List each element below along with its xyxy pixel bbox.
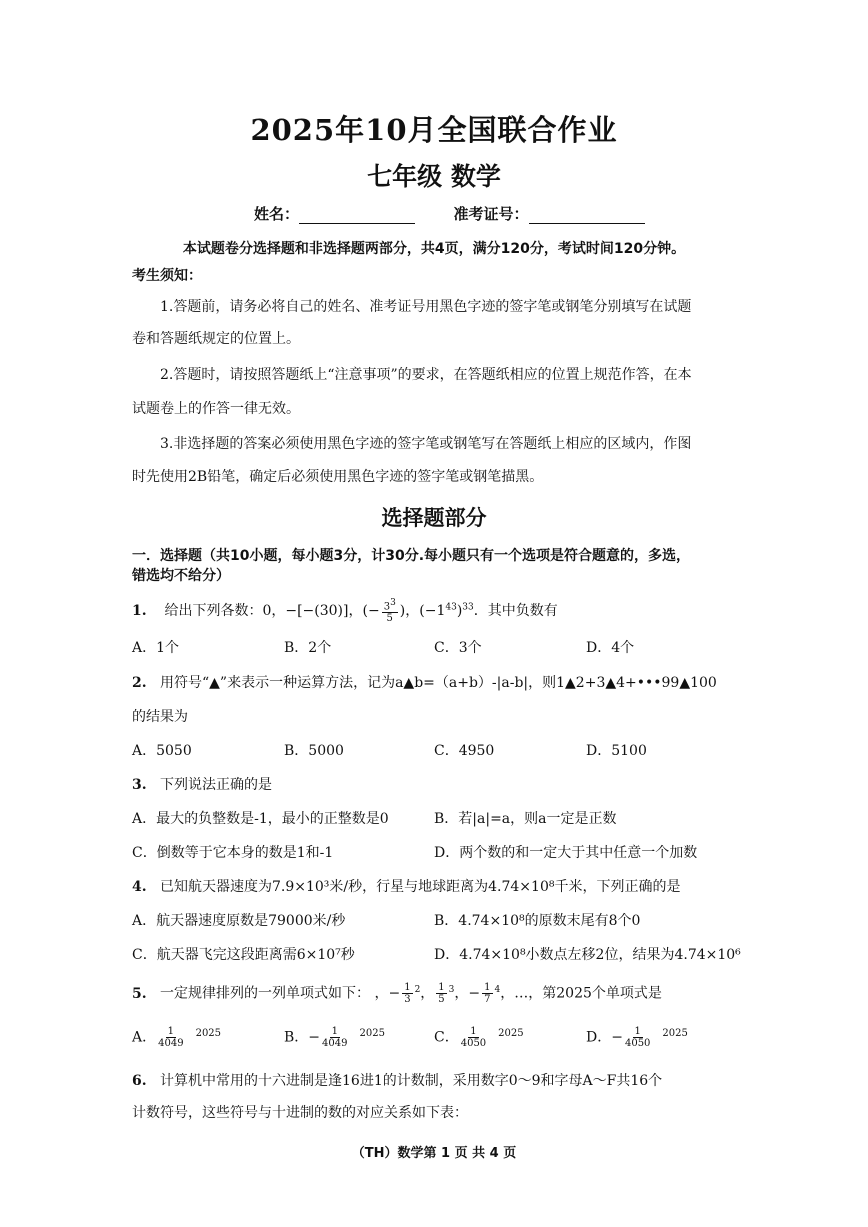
q3-option-c: C．倒数等于它本身的数是1和-1 bbox=[132, 845, 334, 861]
question-6: 6. 计算机中常用的十六进制是逢16进1的计数制，采用数字0～9和字母A～F共16个 bbox=[132, 1073, 663, 1089]
question-2: 2. 用符号“▲”来表示一种运算方法，记为a▲b=（a+b）-|a-b|，则1▲2+3▲4+•••99▲100 bbox=[132, 675, 717, 691]
q3-option-b: B．若|a|=a，则a一定是正数 bbox=[434, 811, 617, 827]
id-blank bbox=[529, 207, 645, 224]
page-subtitle: 七年级 数学 bbox=[367, 162, 501, 191]
question-6-line-2: 计数符号，这些符号与十进制的数的对应关系如下表： bbox=[132, 1105, 468, 1121]
question-2-line-2: 的结果为 bbox=[132, 709, 188, 725]
page-title: 2025年10月全国联合作业 bbox=[250, 113, 618, 147]
intro-text: 本试题卷分选择题和非选择题两部分，共4页，满分120分，考试时间120分钟。 bbox=[182, 241, 686, 257]
name-label: 姓名： bbox=[254, 205, 300, 223]
notice-item-3-line-2: 时先使用2B铅笔，确定后必须使用黑色字迹的签字笔或钢笔描黑。 bbox=[132, 469, 544, 485]
fraction: $\frac{1}{3}$ bbox=[404, 982, 411, 1005]
q2-option-a: A．5050 bbox=[132, 743, 192, 759]
question-number: 3. bbox=[132, 777, 147, 793]
q2-option-b: B．5000 bbox=[284, 743, 344, 759]
id-label: 准考证号： bbox=[453, 205, 529, 223]
name-blank bbox=[299, 207, 415, 224]
notice-item-2-line-2: 试题卷上的作答一律无效。 bbox=[132, 401, 300, 417]
q1-option-d: D．4个 bbox=[586, 640, 635, 656]
question-number: 2. bbox=[132, 675, 147, 691]
question-number: 1. bbox=[132, 603, 147, 620]
part-heading-line-2: 错选均不给分） bbox=[132, 568, 230, 584]
q4-option-d: D．4.74×10⁸小数点左移2位，结果为4.74×10⁶ bbox=[434, 947, 741, 963]
q1-option-c: C．3个 bbox=[434, 640, 482, 656]
q3-option-d: D．两个数的和一定大于其中任意一个加数 bbox=[434, 845, 698, 861]
page-footer: （TH）数学第 1 页 共 4 页 bbox=[351, 1146, 517, 1161]
fraction: $\frac{1}{5}$ bbox=[438, 982, 445, 1005]
question-number: 4. bbox=[132, 879, 147, 895]
notice-item-1-line-2: 卷和答题纸规定的位置上。 bbox=[132, 331, 300, 347]
fraction: $\frac{33}{5}$ bbox=[383, 598, 396, 625]
q2-option-d: D．5100 bbox=[586, 743, 647, 759]
q1-option-b: B．2个 bbox=[284, 640, 332, 656]
notice-item-3-line-1: 3.非选择题的答案必须使用黑色字迹的签字笔或钢笔写在答题纸上相应的区域内，作图 bbox=[160, 436, 692, 452]
q2-option-c: C．4950 bbox=[434, 743, 495, 759]
question-3: 3. 下列说法正确的是 bbox=[132, 777, 272, 793]
question-4: 4. 已知航天器速度为7.9×10³米/秒，行星与地球距离为4.74×10⁸千米，下列正确的是 bbox=[132, 879, 681, 895]
notice-item-1-line-1: 1.答题前，请务必将自己的姓名、准考证号用黑色字迹的签字笔或钢笔分别填写在试题 bbox=[160, 299, 692, 315]
q3-option-a: A．最大的负整数是-1，最小的正整数是0 bbox=[132, 811, 389, 827]
section-title: 选择题部分 bbox=[381, 506, 487, 530]
question-number: 5. bbox=[132, 985, 147, 1002]
notice-item-2-line-1: 2.答题时，请按照答题纸上“注意事项”的要求，在答题纸相应的位置上规范作答，在本 bbox=[160, 367, 692, 383]
q5-option-b: B．− $\frac{1}{4049}$ $^{2025}$ bbox=[284, 1026, 385, 1049]
q5-option-d: D．− $\frac{1}{4050}$ $^{2025}$ bbox=[586, 1026, 688, 1049]
q4-option-a: A．航天器速度原数是79000米/秒 bbox=[132, 913, 346, 929]
q1-option-a: A．1个 bbox=[132, 640, 180, 656]
fraction: $\frac{1}{7}$ bbox=[484, 982, 491, 1005]
q5-option-c: C． $\frac{1}{4050}$ $^{2025}$ bbox=[434, 1026, 524, 1049]
q4-option-c: C．航天器飞完这段距离需6×10⁷秒 bbox=[132, 947, 355, 963]
question-5: 5. 一定规律排列的一列单项式如下： ，− $\frac{1}{3}$ $^2$， $\frac{1}{5}$ $^3$，− $\frac{1}{7}$ $^4$，…，第2025个单项式是 bbox=[132, 982, 662, 1005]
question-number: 6. bbox=[132, 1073, 147, 1089]
notice-title: 考生须知： bbox=[132, 268, 202, 284]
q4-option-b: B．4.74×10⁸的原数末尾有8个0 bbox=[434, 913, 641, 929]
name-id-bar bbox=[254, 203, 645, 224]
q5-option-a: A． $\frac{1}{4049}$ $^{2025}$ bbox=[132, 1026, 222, 1049]
question-1: 1. 给出下列各数：0，−[−(30)]，(− $\frac{33}{5}$ )，$(-1^{43})^{33}$．其中负数有 bbox=[132, 598, 558, 625]
part-heading-line-1: 一．选择题（共10小题，每小题3分，计30分.每小题只有一个选项是符合题意的，多选， bbox=[132, 548, 691, 564]
